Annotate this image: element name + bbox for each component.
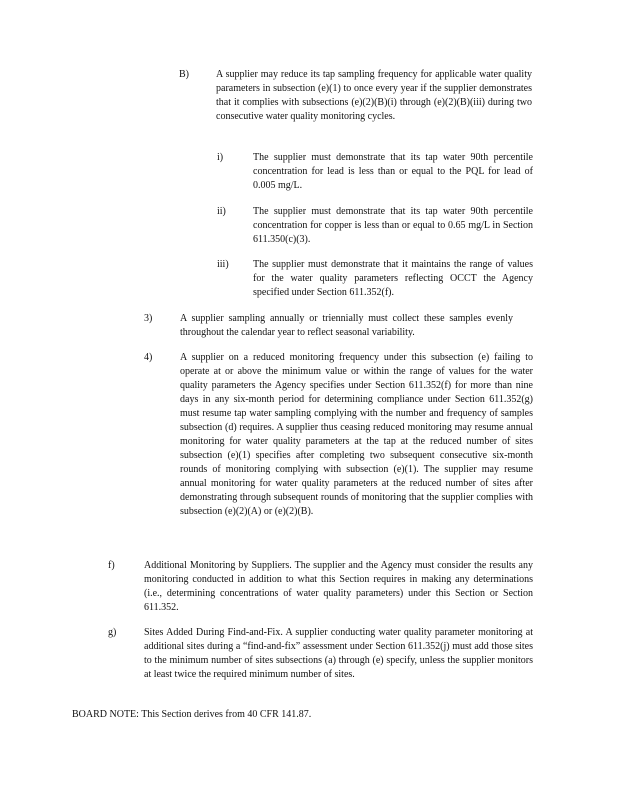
paragraph-b-iii-text: The supplier must demonstrate that it maintains the range of values for the water quality parameters reflecting OCCT the Agency specified under Section 611.352(f). xyxy=(253,259,533,298)
paragraph-b-ii-text: The supplier must demonstrate that its tap water 90th percentile concentration for copper is less than or equal to 0.65 mg/L in Section 611.350(c)(3). xyxy=(253,206,533,245)
paragraph-4-label: 4) xyxy=(144,352,153,363)
paragraph-4-text: A supplier on a reduced monitoring frequency under this subsection (e) failing to operate at or above the minimum value or within the range of values for the water quality parameters the Agency specifies under Section 611.352(f) for more than nine days in any six-month period for determining compliance under Section 611.352(g) must resume tap water sampling complying with the number and frequency of samples subsection (d) requires. A supplier thus ceasing reduced monitoring may resume annual monitoring for water quality parameters at the tap at the reduced number of sites subsection (e)(1) specifies after completing two subsequent consecutive six-month rounds of monitoring complying with subsection (e)(1). The supplier may resume annual monitoring for water quality parameters at the reduced number of sites after demonstrating through subsequent rounds of monitoring that the supplier complies with subsection (e)(2)(A) or (e)(2)(B). xyxy=(180,352,533,517)
board-note: BOARD NOTE: This Section derives from 40 CFR 141.87. xyxy=(72,709,312,720)
paragraph-b-i-label: i) xyxy=(217,152,224,163)
paragraph-b-label: B) xyxy=(179,69,189,80)
paragraph-b-i-text: The supplier must demonstrate that its tap water 90th percentile concentration for lead is less than or equal to the PQL for lead of 0.005 mg/L. xyxy=(253,152,533,191)
paragraph-g-label: g) xyxy=(108,627,117,638)
paragraph-b-text: A supplier may reduce its tap sampling frequency for applicable water quality parameters in subsection (e)(1) to once every year if the supplier demonstrates that it complies with subsections (e)(2)(B)(i) through (e)(2)(B)(iii) during two consecutive water quality monitoring cycles. xyxy=(216,69,532,122)
paragraph-b-iii-label: iii) xyxy=(217,259,229,270)
paragraph-g-text: Sites Added During Find-and-Fix. A supplier conducting water quality parameter monitoring at additional sites during a “find-and-fix” assessment under Section 611.352(j) must add those sites to the minimum number of sites subsections (a) through (e) specify, unless the supplier monitors at least twice the required minimum number of sites. xyxy=(144,627,533,680)
paragraph-f-label: f) xyxy=(108,560,115,571)
paragraph-f-text: Additional Monitoring by Suppliers. The supplier and the Agency must consider the results any monitoring conducted in addition to what this Section requires in making any determinations (i.e., determining concentrations of water quality parameters) under this Section or Section 611.352. xyxy=(144,560,533,613)
paragraph-3-text: A supplier sampling annually or triennially must collect these samples evenly throughout the calendar year to reflect seasonal variability. xyxy=(180,313,513,338)
paragraph-3-label: 3) xyxy=(144,313,153,324)
paragraph-b-ii-label: ii) xyxy=(217,206,226,217)
